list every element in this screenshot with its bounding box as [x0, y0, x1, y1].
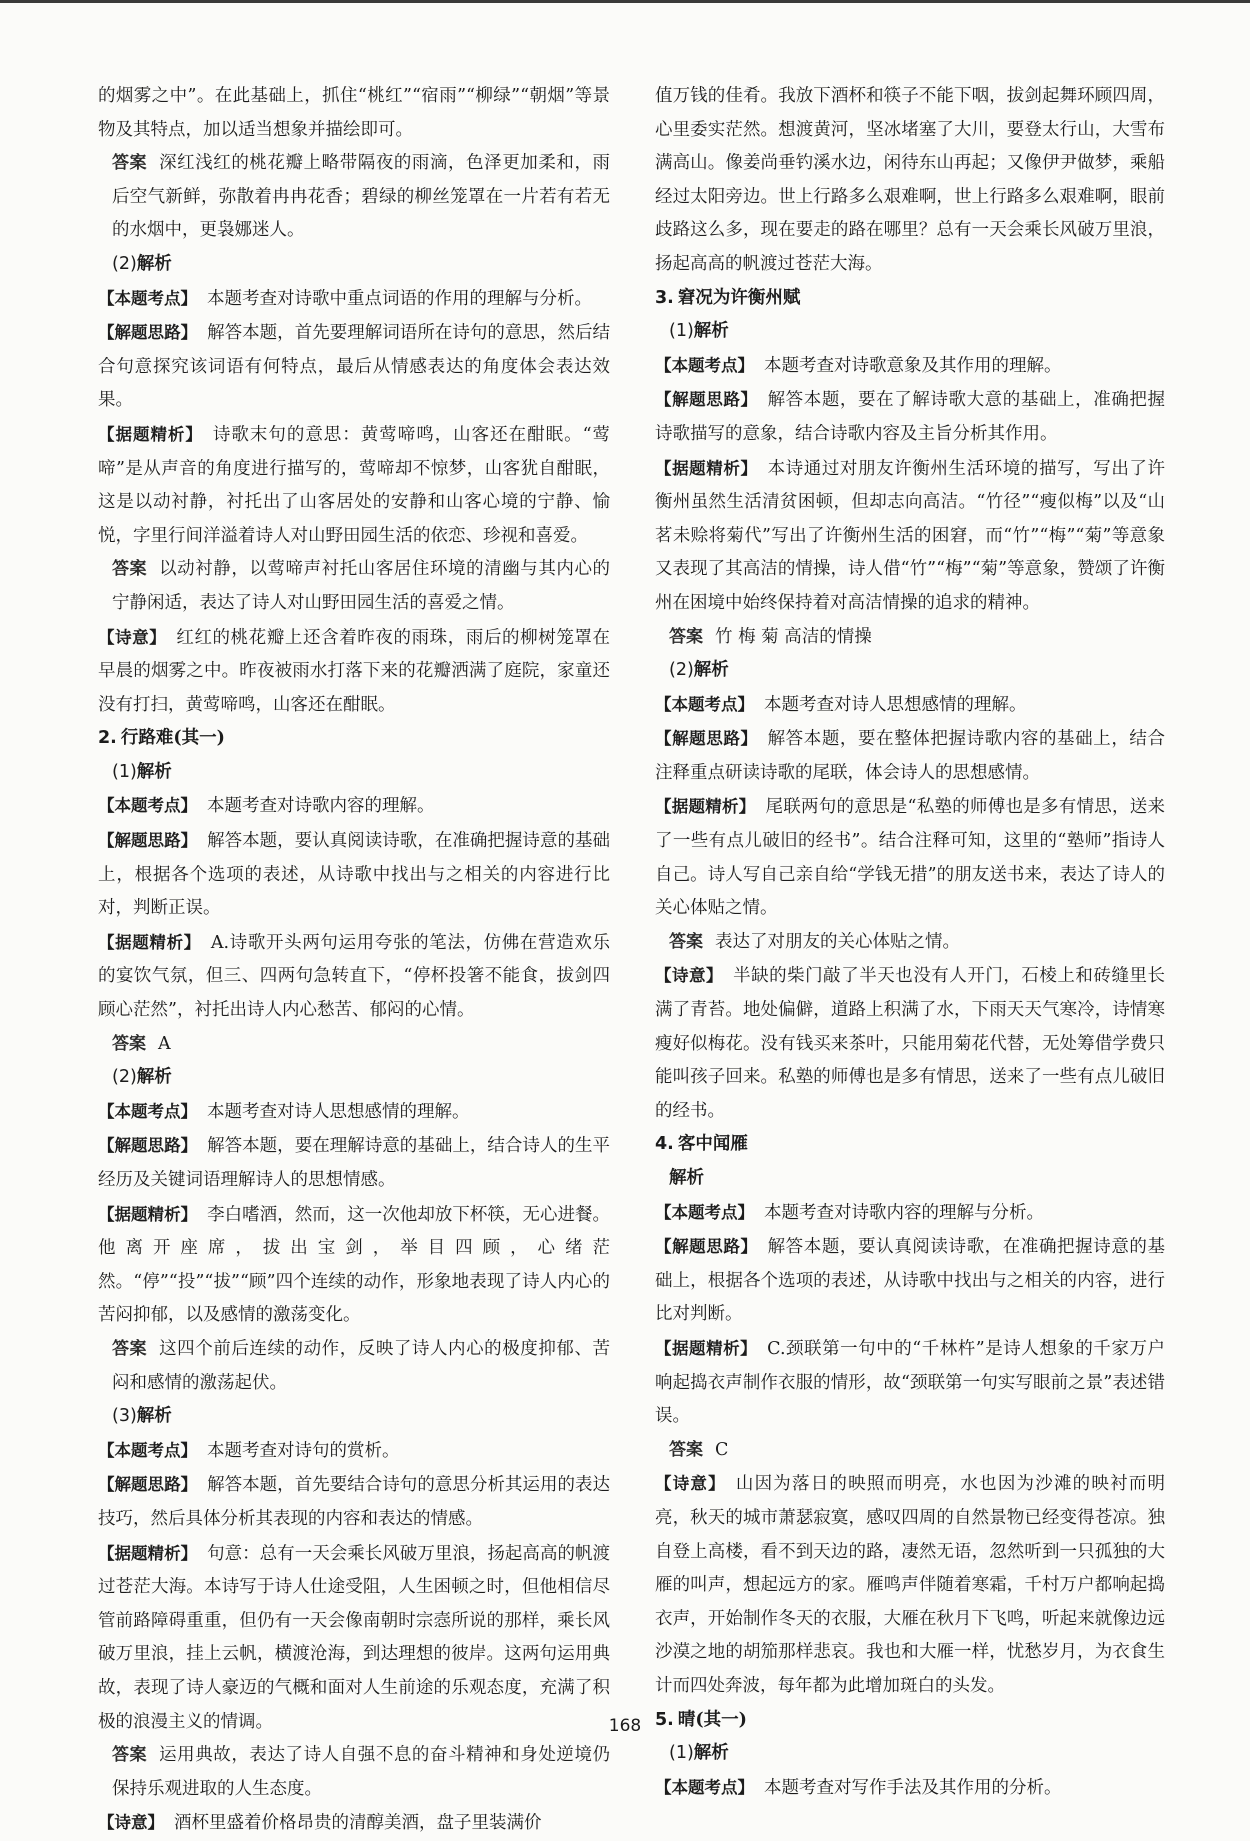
item-label: 【解题思路】	[98, 1475, 198, 1495]
answer-text: 这四个前后连续的动作，反映了诗人内心的极度抑郁、苦闷和感情的激荡起伏。	[112, 1338, 611, 1393]
block-sub	[655, 315, 1165, 349]
block-item	[655, 452, 1165, 621]
item-text: 本题考查对诗人思想感情的理解。	[764, 694, 1027, 715]
sub-label: 解析	[136, 253, 172, 274]
item-label: 【诗意】	[98, 1813, 164, 1833]
answer-label: 答案	[112, 1338, 148, 1359]
answer-text: 运用典故，表达了诗人自强不息的奋斗精神和身处逆境仍保持乐观进取的人生态度。	[112, 1745, 611, 1799]
block-item	[655, 1332, 1165, 1434]
sub-number: (1)	[669, 321, 694, 342]
sub-number: (2)	[112, 253, 137, 274]
item-label: 【解题思路】	[98, 831, 198, 851]
item-label: 【本题考点】	[655, 1202, 754, 1222]
answer-text: 竹 梅 菊 高洁的情操	[715, 626, 872, 647]
block-answer	[655, 1434, 1165, 1468]
item-text: 本题考查对写作手法及其作用的分析。	[764, 1777, 1062, 1798]
block-item	[98, 926, 610, 1028]
item-label: 【据题精析】	[98, 1543, 198, 1563]
item-label: 【本题考点】	[655, 1777, 754, 1797]
block-sub	[98, 1400, 610, 1434]
item-label: 【据题精析】	[655, 1338, 758, 1358]
item-label: 【解题思路】	[655, 390, 758, 410]
sub-label: 解析	[136, 1406, 172, 1427]
item-text: 解答本题，要在了解诗歌大意的基础上，准确把握诗歌描写的意象，结合诗歌内容及主旨分析其作用。	[655, 390, 1166, 444]
block-item	[98, 282, 610, 317]
item-label: 【解题思路】	[98, 323, 198, 343]
block-text: 的烟雾之中”。在此基础上，抓住“桃红”“宿雨”“柳绿”“朝烟”等景物及其特点，加以适当想象并描绘即可。	[98, 86, 610, 140]
block-answer	[98, 1333, 610, 1400]
sub-number: (3)	[112, 1406, 137, 1427]
sub-label: 解析	[693, 660, 729, 681]
block-item	[98, 1129, 610, 1197]
item-label: 【据题精析】	[98, 932, 201, 952]
block-item	[655, 383, 1165, 451]
item-label: 【本题考点】	[655, 355, 754, 375]
block-sub	[98, 248, 610, 282]
item-text: 解答本题，首先要理解词语所在诗句的意思，然后结合句意探究该词语有何特点，最后从情感表达的角度体会表达效果。	[98, 323, 611, 411]
block-answer	[655, 926, 1165, 960]
item-label: 【本题考点】	[98, 796, 197, 816]
heading-title: 窘况为许衡州赋	[677, 287, 801, 308]
item-text: 本诗通过对朋友许衡州生活环境的描写，写出了许衡州虽然生活清贫困顿，但却志向高洁。“竹径”“瘦似梅”以及“山茗未赊将菊代”写出了许衡州生活的困窘，而“竹”“梅”“菊”等意象又表现了其高洁的情操，诗人借“竹”“梅”“菊”等意象，赞颂了许衡州在困境中始终保持着对高洁情操的追求的精神。	[655, 458, 1166, 613]
block-heading	[655, 282, 1165, 316]
item-text: 解答本题，要认真阅读诗歌，在准确把握诗意的基础上，根据各个选项的表述，从诗歌中找出与之相关的内容进行比对，判断正误。	[98, 831, 611, 919]
block-item	[655, 959, 1165, 1128]
item-label: 【诗意】	[655, 966, 724, 986]
item-text: 酒杯里盛着价格昂贵的清醇美酒，盘子里装满价	[174, 1813, 542, 1834]
block-sub	[655, 654, 1165, 688]
item-text: 句意：总有一天会乘长风破万里浪，扬起高高的帆渡过苍茫大海。本诗写于诗人仕途受阻，人生困顿之时，但他相信尽管前路障碍重重，但仍有一天会像南朝时宗悫所说的那样，乘长风破万里浪，挂上云帆，横渡沧海，到达理想的彼岸。这两句运用典故，表现了诗人豪迈的气概和面对人生前途的乐观态度，充满了积极的浪漫主义的情调。	[98, 1543, 611, 1732]
item-text: 解答本题，要在理解诗意的基础上，结合诗人的生平经历及关键词语理解诗人的思想情感。	[98, 1136, 611, 1190]
block-answer	[98, 1028, 610, 1062]
sub-number: (2)	[669, 660, 694, 681]
block-item	[98, 1537, 610, 1740]
item-text: 半缺的柴门敲了半天也没有人开门，石棱上和砖缝里长满了青苔。地处偏僻，道路上积满了水，下雨天天气寒冷，诗情寒瘦好似梅花。没有钱买来茶叶，只能用菊花代替，无处筹借学费只能叫孩子回来。私塾的师傅也是多有情思，送来了一些有点儿破旧的经书。	[655, 966, 1166, 1121]
item-text: 李白嗜酒，然而，这一次他却放下杯筷，无心进餐。他离开座席，拔出宝剑，举目四顾，心绪茫然。“停”“投”“拔”“顾”四个连续的动作，形象地表现了诗人内心的苦闷抑郁，以及感情的激荡变化。	[98, 1204, 611, 1326]
sub-number: (1)	[112, 761, 137, 782]
item-text: 本题考查对诗人思想感情的理解。	[207, 1101, 470, 1122]
item-text: 本题考查对诗歌内容的理解与分析。	[764, 1202, 1044, 1223]
item-label: 【本题考点】	[98, 288, 197, 308]
item-label: 【本题考点】	[98, 1440, 197, 1460]
block-item	[98, 1468, 610, 1536]
block-item	[655, 349, 1165, 384]
item-text: C.颈联第一句中的“千林杵”是诗人想象的千家万户响起捣衣声制作衣服的情形，故“颈联第一句实写眼前之景”表述错误。	[655, 1338, 1165, 1427]
block-sub	[655, 1162, 1165, 1196]
block-item	[655, 1467, 1165, 1703]
sub-label: 解析	[136, 1067, 172, 1088]
block-answer	[98, 147, 610, 248]
answer-text: C	[715, 1439, 729, 1460]
heading-title: 客中闻雁	[677, 1134, 748, 1155]
item-text: 本题考查对诗歌意象及其作用的理解。	[764, 355, 1062, 376]
item-label: 【据题精析】	[98, 1204, 198, 1224]
answer-text: 表达了对朋友的关心体贴之情。	[715, 931, 960, 952]
sub-label: 解析	[693, 1743, 729, 1764]
item-label: 【据题精析】	[655, 797, 756, 817]
block-answer	[98, 1739, 610, 1806]
answer-label: 答案	[112, 153, 148, 174]
block-item	[655, 722, 1165, 790]
block-item	[98, 621, 610, 723]
item-label: 【诗意】	[98, 627, 167, 647]
heading-number: 2.	[98, 728, 117, 749]
block-item	[655, 1230, 1165, 1332]
block-item	[98, 789, 610, 824]
item-text: 山因为落日的映照而明亮，水也因为沙滩的映衬而明亮，秋天的城市萧瑟寂寞，感叹四周的自然景物已经变得苍凉。独自登上高楼，看不到天边的路，凄然无语，忽然听到一只孤独的大雁的叫声，想起远方的家。雁鸣声伴随着寒霜，千村万户都响起捣衣声，开始制作冬天的衣服，大雁在秋月下飞鸣，听起来就像边远沙漠之地的胡笳那样悲哀。我也和大雁一样，忧愁岁月，为衣食生计而四处奔波，每年都为此增加斑白的头发。	[655, 1474, 1166, 1696]
sub-number: (2)	[112, 1067, 137, 1088]
item-label: 【解题思路】	[655, 729, 758, 749]
item-text: 本题考查对诗句的赏析。	[207, 1440, 400, 1461]
sub-label: 解析	[669, 1168, 704, 1188]
answer-label: 答案	[112, 559, 148, 580]
block-item	[98, 1198, 610, 1333]
block-item	[655, 1771, 1165, 1806]
block-item	[98, 418, 610, 553]
item-text: A.诗歌开头两句运用夸张的笔法，仿佛在营造欢乐的宴饮气氛，但三、四两句急转直下，“停杯投箸不能食，拔剑四顾心茫然”，衬托出诗人内心愁苦、郁闷的心情。	[98, 932, 610, 1021]
block-item	[98, 316, 610, 418]
answer-text: A	[158, 1033, 171, 1054]
block-item	[98, 1434, 610, 1469]
heading-title: 晴(其一)	[677, 1709, 747, 1730]
answer-text: 以动衬静，以莺啼声衬托山客居住环境的清幽与其内心的宁静闲适，表达了诗人对山野田园生活的喜爱之情。	[112, 559, 611, 613]
item-text: 解答本题，要在整体把握诗歌内容的基础上，结合注释重点研读诗歌的尾联，体会诗人的思想感情。	[655, 729, 1166, 783]
heading-number: 3.	[655, 287, 674, 308]
item-text: 解答本题，要认真阅读诗歌，在准确把握诗意的基础上，根据各个选项的表述，从诗歌中找出与之相关的内容，进行比对判断。	[655, 1237, 1166, 1325]
item-text: 红红的桃花瓣上还含着昨夜的雨珠，雨后的柳树笼罩在早晨的烟雾之中。昨夜被雨水打落下来的花瓣洒满了庭院，家童还没有打扫，黄莺啼鸣，山客还在酣眠。	[98, 627, 611, 715]
sub-number: (1)	[669, 1743, 694, 1764]
item-text: 本题考查对诗歌中重点词语的作用的理解与分析。	[207, 288, 592, 309]
block-answer	[655, 621, 1165, 655]
answer-text: 深红浅红的桃花瓣上略带隔夜的雨滴，色泽更加柔和，雨后空气新鲜，弥散着冉冉花香；碧绿的柳丝笼罩在一片若有若无的水烟中，更袅娜迷人。	[112, 153, 611, 241]
block-item	[98, 1095, 610, 1130]
heading-number: 4.	[655, 1134, 674, 1155]
sub-label: 解析	[693, 321, 729, 342]
item-label: 【本题考点】	[98, 1101, 197, 1121]
item-label: 【解题思路】	[98, 1136, 198, 1156]
top-rule	[0, 0, 1250, 3]
heading-title: 行路难(其一)	[120, 728, 225, 749]
item-label: 【据题精析】	[98, 424, 203, 444]
left-column	[98, 80, 610, 1841]
block-item	[98, 824, 610, 926]
block-heading	[655, 1128, 1165, 1162]
right-column	[655, 80, 1165, 1805]
item-label: 【据题精析】	[655, 458, 758, 478]
block-item	[655, 1196, 1165, 1231]
item-text: 解答本题，首先要结合诗句的意思分析其运用的表达技巧，然后具体分析其表现的内容和表达的情感。	[98, 1475, 611, 1529]
answer-label: 答案	[669, 931, 703, 952]
item-text: 本题考查对诗歌内容的理解。	[207, 796, 435, 817]
block-item	[655, 790, 1165, 925]
answer-label: 答案	[112, 1745, 148, 1766]
item-label: 【解题思路】	[655, 1237, 758, 1257]
answer-label: 答案	[112, 1033, 146, 1054]
answer-label: 答案	[669, 1439, 703, 1460]
item-label: 【本题考点】	[655, 694, 754, 714]
heading-number: 5.	[655, 1709, 674, 1730]
block-heading	[98, 722, 610, 756]
block-sub	[98, 756, 610, 790]
answer-label: 答案	[669, 626, 703, 647]
block-text: 值万钱的佳肴。我放下酒杯和筷子不能下咽，拔剑起舞环顾四周，心里委实茫然。想渡黄河，坚冰堵塞了大川，要登太行山，大雪布满高山。像姜尚垂钓溪水边，闲待东山再起；又像伊尹做梦，乘船经过太阳旁边。世上行路多么艰难啊，世上行路多么艰难啊，眼前歧路这么多，现在要走的路在哪里？总有一天会乘长风破万里浪，扬起高高的帆渡过苍茫大海。	[655, 86, 1165, 274]
block-sub	[98, 1061, 610, 1095]
block-answer	[98, 553, 610, 620]
item-text: 尾联两句的意思是“私塾的师傅也是多有情思，送来了一些有点儿破旧的经书”。结合注释可知，这里的“塾师”指诗人自己。诗人写自己亲自给“学钱无措”的朋友送书来，表达了诗人的关心体贴之情。	[655, 797, 1165, 919]
item-text: 诗歌末句的意思：黄莺啼鸣，山客还在酣眠。“莺啼”是从声音的角度进行描写的，莺啼却不惊梦，山客犹自酣眠，这是以动衬静，衬托出了山客居处的安静和山客心境的宁静、愉悦，字里行间洋溢着诗人对山野田园生活的依恋、珍视和喜爱。	[98, 424, 610, 546]
item-label: 【诗意】	[655, 1474, 726, 1494]
sub-label: 解析	[136, 761, 172, 782]
block-item	[98, 1806, 610, 1841]
page-number: 168	[608, 1716, 642, 1736]
block-item	[655, 688, 1165, 723]
